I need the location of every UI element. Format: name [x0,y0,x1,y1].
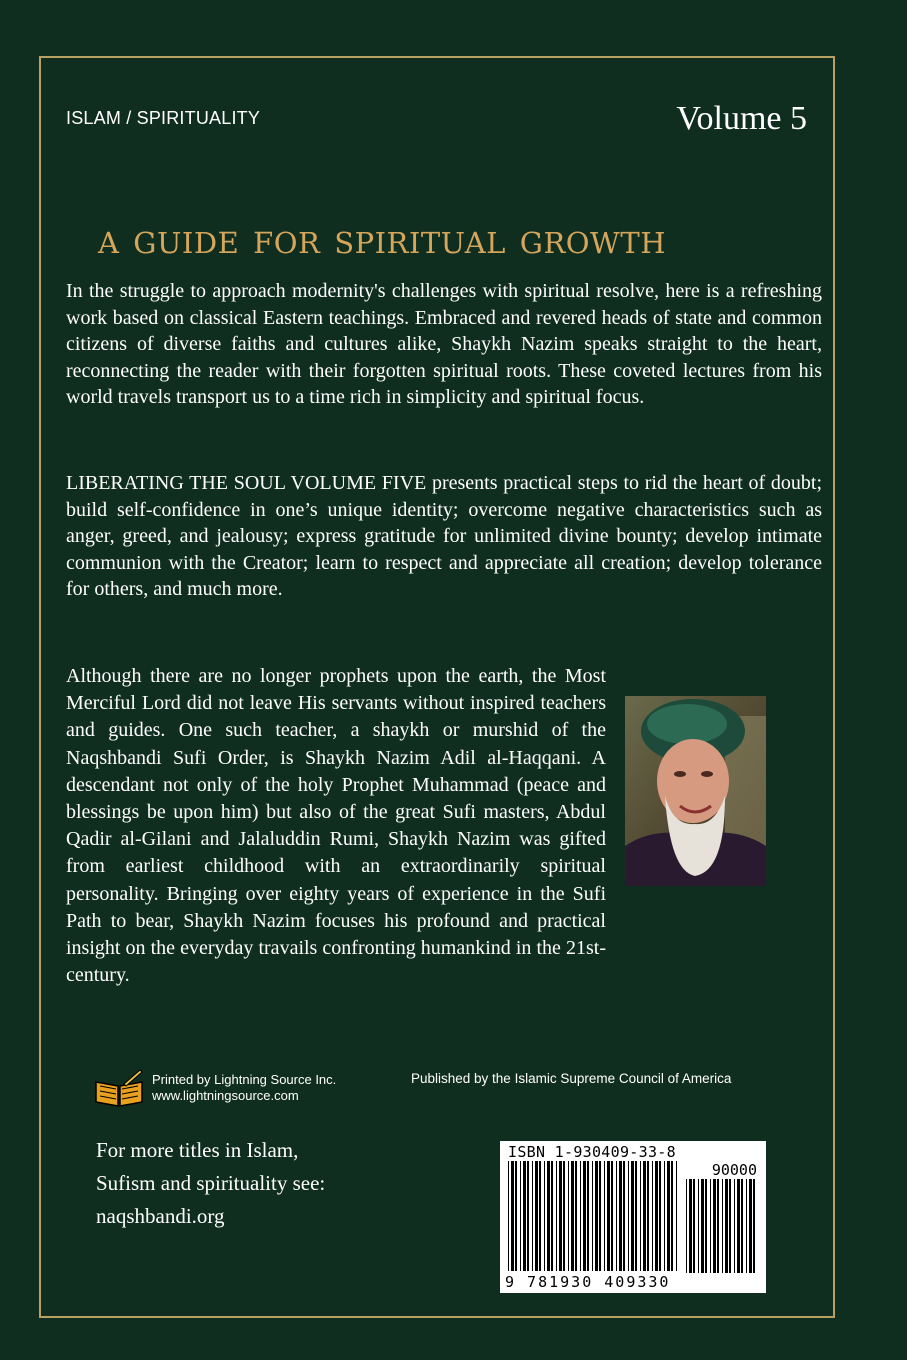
barcode-bar [746,1179,747,1273]
barcode-bar [628,1161,629,1271]
barcode-bar [544,1161,545,1271]
cover-heading: a guide for spiritual growth [98,214,666,263]
barcode-bar [725,1179,728,1273]
barcode-bar [532,1161,533,1271]
barcode-bar [571,1161,574,1271]
book-pen-icon [94,1068,146,1108]
printer-credit [94,1068,336,1108]
barcode-bar [710,1179,711,1273]
barcode-bar [753,1179,755,1273]
barcode-bar [599,1161,601,1271]
barcode-bar [623,1161,625,1271]
barcode-bar [640,1161,641,1271]
barcode-bar [664,1161,665,1271]
barcode-bar [556,1161,557,1271]
barcode-bar [563,1161,565,1271]
more-titles-website: naqshbandi.org [96,1204,225,1228]
barcode-bar [659,1161,661,1271]
barcode-bar [595,1161,598,1271]
summary-paragraph: LIBERATING THE SOUL VOLUME FIVE presents practical steps to rid the heart of doubt; build self-confidence in one’s unique identity; overcome negative characteristics such as anger, greed, and jealousy; express gratitude for unlimited divine bounty; develop intimate communion with the Creator; learn to respect and appreciate all creation; develop tolerance for others, and much more. [66,472,822,600]
barcode-bar [635,1161,637,1271]
barcode-bar [619,1161,622,1271]
category-label: ISLAM / SPIRITUALITY [66,108,261,128]
barcode-bar [717,1179,719,1273]
publisher-credit: Published by the Islamic Supreme Council of America [411,1071,732,1086]
portrait-illustration [625,696,766,886]
barcode-bar [705,1179,707,1273]
author-paragraph: Although there are no longer prophets upon the earth, the Most Merciful Lord did not leave His servants without inspired teachers and guides. One such teacher, a shaykh or murshid of the Naqshbandi Sufi Order, is Shaykh Nazim Adil al-Haqqani. A descendant not only of the holy Prophet Muhammad (peace and blessings be upon him) but also of the great Sufi masters, Abdul Qadir al-Gilani and Jalaluddin Rumi, Shaykh Nazim was gifted from earliest childhood with an extraordinarily spiritual personality. Bringing over eighty years of experience in the Sufi Path to bear, Shaykh Nazim focuses his profound and practical insight on the everyday travails confronting humankind in the 21st-century. [66,665,606,987]
barcode-bar [686,1179,687,1273]
barcode-bar [616,1161,617,1271]
intro-paragraph: In the struggle to approach modernity's challenges with spiritual resolve, here is a refreshing work based on classical Eastern teachings. Embraced and revered heads of state and common citizens of diverse faiths and cultures alike, Shaykh Nazim speaks straight to the heart, reconnecting the reader with their forgotten spiritual roots. These coveted lectures from his world travels transport us to a time rich in simplicity and spiritual focus. [66,280,822,408]
barcode-bar [643,1161,646,1271]
printer-website: www.lightningsource.com [152,1088,299,1103]
barcode-bar [734,1179,735,1273]
barcode-bar [693,1179,695,1273]
barcode-bar [583,1161,586,1271]
barcode-bar [607,1161,610,1271]
barcode-bar [580,1161,581,1271]
barcode-bar [722,1179,723,1273]
barcode-bar [547,1161,550,1271]
barcode-bar [523,1161,526,1271]
barcode-bar [592,1161,593,1271]
barcode-bar [575,1161,577,1271]
barcode-bar [741,1179,743,1273]
barcode-bars [500,1141,766,1293]
isbn-barcode [500,1141,766,1293]
barcode-bar [527,1161,529,1271]
ean-number: 9 781930 409330 [505,1273,671,1291]
barcode-bar [604,1161,605,1271]
more-titles-line2: Sufism and spirituality see: [96,1171,326,1195]
barcode-bar [611,1161,613,1271]
barcode-bar [551,1161,553,1271]
barcode-bar [587,1161,589,1271]
barcode-bar [676,1161,677,1271]
author-portrait [625,696,766,886]
barcode-bar [647,1161,649,1271]
barcode-bar [568,1161,569,1271]
barcode-bar [559,1161,562,1271]
barcode-bar [671,1161,673,1271]
barcode-bar [713,1179,716,1273]
more-titles [96,1134,416,1233]
barcode-bar [698,1179,699,1273]
barcode-bar [689,1179,692,1273]
more-titles-line1: For more titles in Islam, [96,1138,299,1162]
barcode-bar [729,1179,731,1273]
barcode-bar [652,1161,653,1271]
price-code: 90000 [711,1161,757,1179]
barcode-bar [667,1161,670,1271]
volume-label: Volume 5 [676,100,807,137]
barcode-bar [515,1161,517,1271]
barcode-bar [655,1161,658,1271]
barcode-bar [631,1161,634,1271]
barcode-bar [701,1179,704,1273]
barcode-bar [520,1161,521,1271]
barcode-bar [508,1161,509,1271]
barcode-bar [511,1161,514,1271]
barcode-bar [539,1161,541,1271]
printer-name: Printed by Lightning Source Inc. [152,1072,337,1087]
barcode-bar [535,1161,538,1271]
barcode-bar [749,1179,752,1273]
barcode-bar [737,1179,740,1273]
isbn-label: ISBN 1-930409-33-8 [508,1143,676,1161]
